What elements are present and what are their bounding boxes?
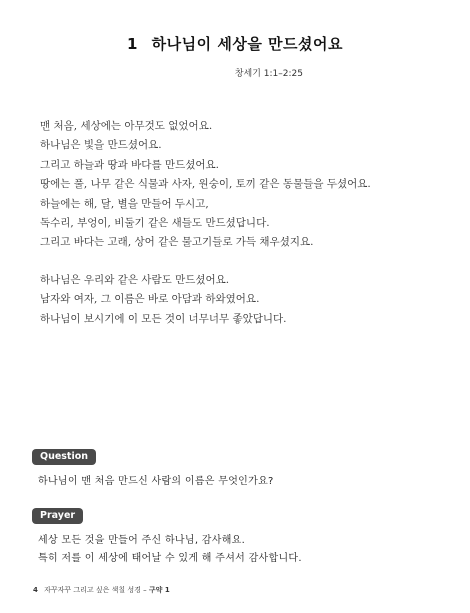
- chapter-title: [0, 33, 470, 54]
- story-paragraph: [40, 271, 440, 329]
- story-line: 땅에는 풀, 나무 같은 식물과 사자, 원숭이, 토끼 같은 동물들을 두셨어요.: [40, 178, 371, 191]
- question-text: 하나님이 맨 처음 만드신 사람의 이름은 무엇인가요?: [38, 476, 274, 487]
- story-line: 그리고 바다는 고래, 상어 같은 물고기들로 가득 채우셨지요.: [40, 236, 314, 249]
- story-line: 하나님은 빛을 만드셨어요.: [40, 139, 162, 152]
- question-label: Question: [32, 449, 96, 465]
- prayer-line: 세상 모든 것을 만들어 주신 하나님, 감사해요.: [38, 535, 246, 546]
- scripture-reference: 창세기 1:1–2:25: [234, 69, 303, 79]
- story-line: 그리고 하늘과 땅과 바다를 만드셨어요.: [40, 158, 219, 171]
- story-paragraph: [40, 117, 440, 253]
- prayer-line: 특히 저를 이 세상에 태어날 수 있게 해 주셔서 감사합니다.: [38, 553, 302, 564]
- series-title: 자꾸자꾸 그리고 싶은 색칠 성경 –: [44, 586, 147, 594]
- story-line: 하늘에는 해, 달, 별을 만들어 두시고,: [40, 197, 209, 210]
- story-line: 독수리, 부엉이, 비둘기 같은 새들도 만드셨답니다.: [40, 217, 270, 230]
- story-body: [40, 117, 440, 347]
- story-line: 남자와 여자, 그 이름은 바로 아담과 하와였어요.: [40, 293, 260, 306]
- chapter-number: 1: [127, 35, 138, 53]
- story-line: 맨 처음, 세상에는 아무것도 없었어요.: [40, 120, 213, 132]
- page-footer: [33, 585, 170, 595]
- story-line: 하나님은 우리와 같은 사람도 만드셨어요.: [40, 273, 230, 286]
- prayer-label: Prayer: [32, 508, 83, 524]
- story-line: 하나님이 보시기에 이 모든 것이 너무너무 좋았답니다.: [40, 312, 287, 325]
- chapter-title-text: 하나님이 세상을 만드셨어요: [151, 35, 343, 53]
- book-name: 구약 1: [148, 586, 170, 594]
- page-number: 4: [33, 586, 38, 594]
